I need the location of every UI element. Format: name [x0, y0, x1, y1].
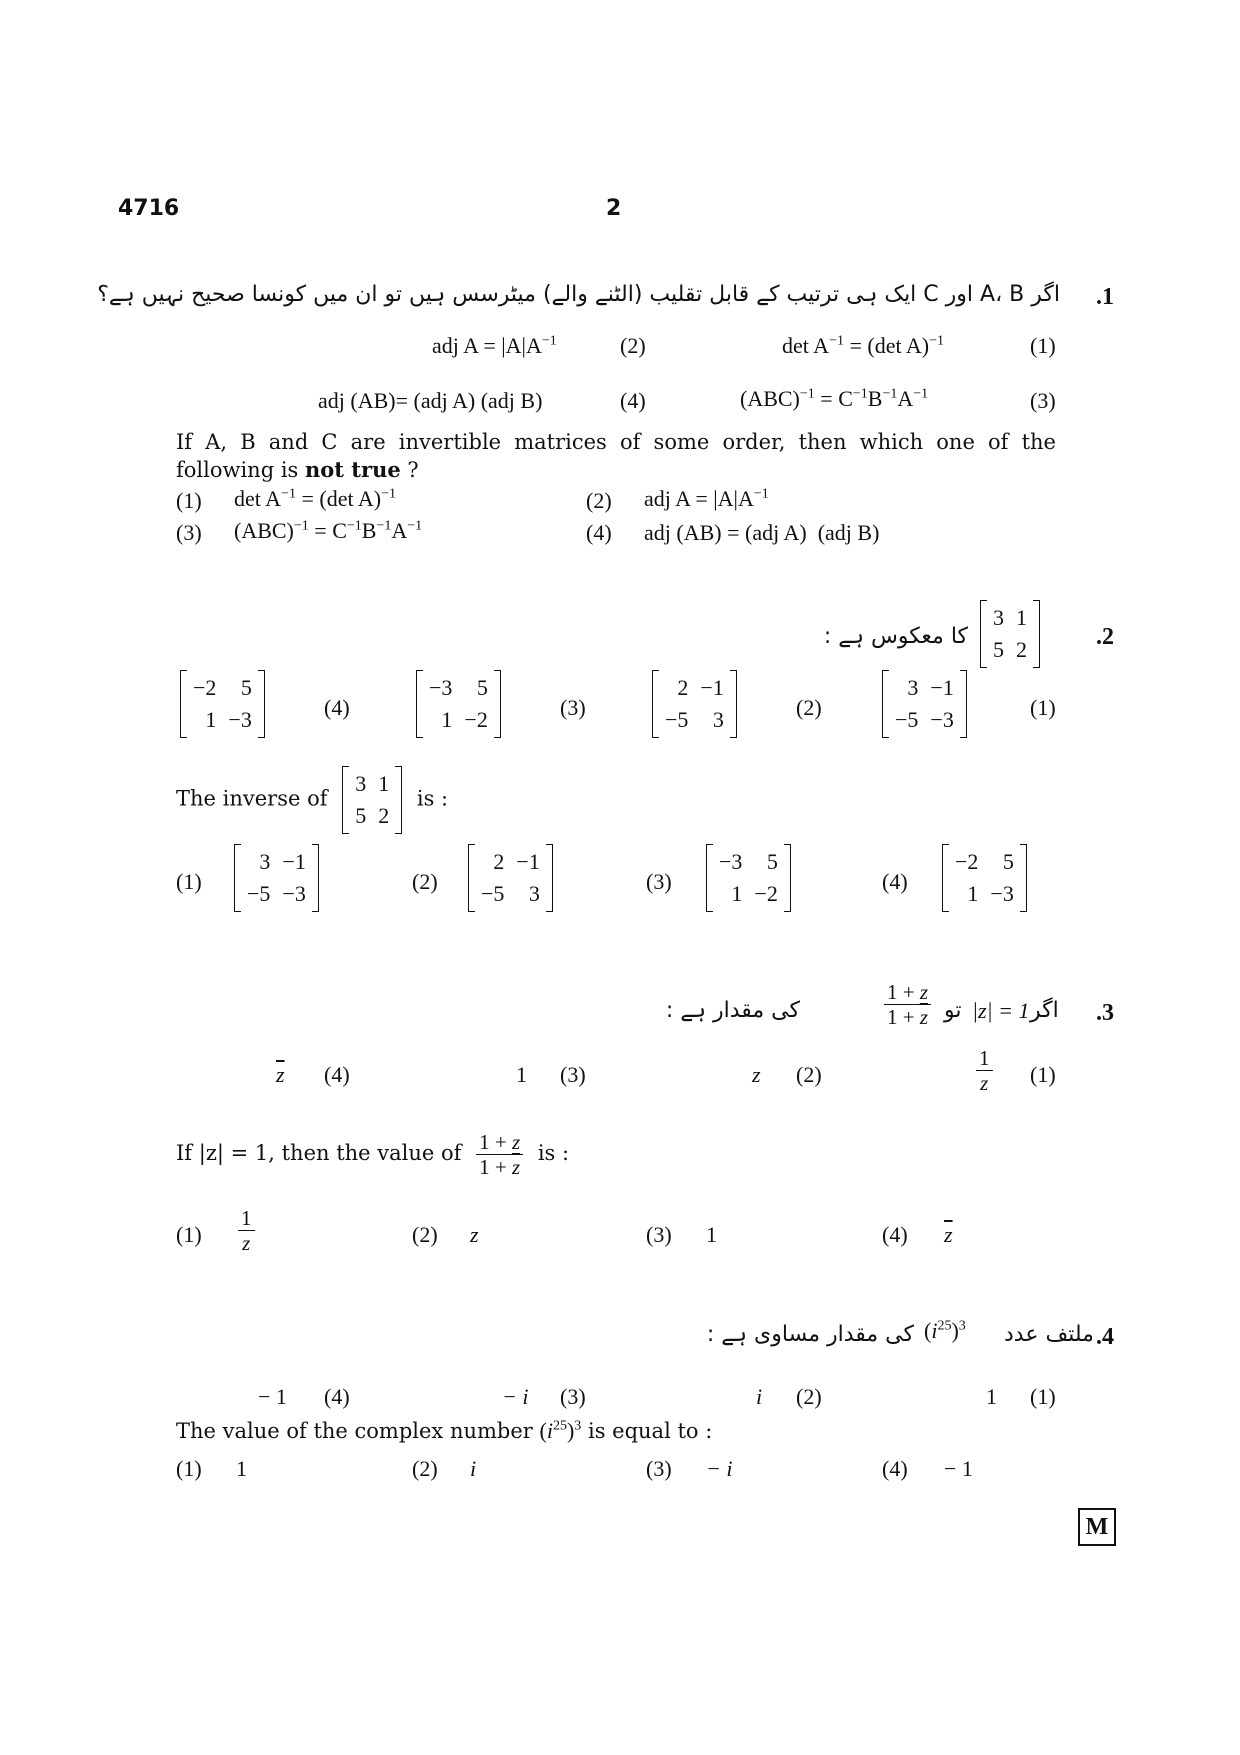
q4-en-opt4: − 1: [944, 1456, 973, 1481]
q2-en-opt4-label: (4): [882, 869, 908, 894]
q4-urdu-opt1-label: (1): [1030, 1384, 1056, 1409]
q1-urdu-opt3: $(ABC)^{-1} = C^{-1}B^{-1}A^{-1}$: [740, 386, 929, 411]
matrix-cell: −5: [665, 707, 689, 732]
q3-urdu-opt3-label: (3): [560, 1062, 586, 1087]
matrix-cell: −1: [516, 849, 540, 874]
q4-intro: The value of the complex number: [176, 1419, 533, 1443]
q3-urdu-opt4: $\overline{z}$: [276, 1062, 285, 1087]
matrix-cell: −5: [247, 881, 271, 906]
matrix-cell: 3: [355, 771, 367, 796]
q4-urdu-suffix: کی مقدار مساوی ہے :: [706, 1322, 914, 1347]
matrix-cell: −5: [481, 881, 505, 906]
matrix: [468, 844, 553, 912]
q4-urdu-opt3: − i: [502, 1384, 529, 1409]
medium-mark-box: M: [1078, 1508, 1116, 1546]
q3-urdu-mid: تو: [944, 998, 962, 1023]
matrix: [234, 844, 319, 912]
matrix-cell: 5: [1002, 849, 1014, 874]
q4-urdu-opt2: i: [756, 1384, 763, 1409]
matrix-cell: 5: [355, 803, 367, 828]
q4-en-opt4-label: (4): [882, 1456, 908, 1481]
q3-en-opt2: z: [470, 1222, 479, 1247]
matrix-cell: −3: [719, 849, 743, 874]
q3-urdu-opt1: $\frac{1}{z}$: [976, 1046, 993, 1095]
q1-urdu-opt1-label: (1): [1030, 333, 1056, 358]
matrix-cell: 3: [907, 675, 919, 700]
q2-urdu-opt2-matrix: [652, 670, 737, 738]
q4-en-opt2-label: (2): [412, 1456, 438, 1481]
matrix-cell: 2: [378, 803, 390, 828]
matrix-cell: −3: [228, 707, 252, 732]
q2-en-opt3-matrix: [706, 844, 791, 912]
q2-en-opt4-matrix: [942, 844, 1027, 912]
q4-urdu-opt1: 1: [986, 1384, 997, 1409]
q2-urdu-opt3-label: (3): [560, 695, 586, 720]
q1-en-opt4-label: (4): [586, 520, 612, 545]
q3-english-question: If |z| = 1, then the value of $\frac{1 + z}{1 + \overline{z}}$ is :: [176, 1130, 570, 1179]
matrix-cell: −2: [193, 675, 217, 700]
matrix-cell: 3: [259, 849, 271, 874]
matrix-cell: −1: [700, 675, 724, 700]
matrix: [652, 670, 737, 738]
matrix-cell: 2: [493, 849, 505, 874]
q3-urdu-suffix: کی مقدار ہے :: [665, 998, 800, 1023]
q1-english-question: If A, B and C are invertible matrices of some order, then which one of the following is not true ?: [176, 430, 1056, 482]
q1-urdu-opt4-label: (4): [620, 388, 646, 413]
q1-en-opt1-label: (1): [176, 488, 202, 513]
matrix: [706, 844, 791, 912]
q2-urdu-matrix: [980, 600, 1040, 668]
q4-en-opt3: − i: [706, 1456, 733, 1481]
matrix-cell: 2: [677, 675, 689, 700]
q4-urdu-prefix: ملتف عدد: [1004, 1322, 1094, 1347]
q1-en-opt4: adj (AB) = (adj A) (adj B): [644, 520, 880, 545]
matrix-cell: 1: [205, 707, 217, 732]
q2-intro: The inverse of: [176, 786, 328, 811]
q2-english-question: [176, 766, 448, 834]
matrix-cell: −5: [895, 707, 919, 732]
page-number: 2: [606, 196, 622, 221]
q2-tail: is :: [416, 786, 449, 811]
q2-urdu-text: کا معکوس ہے :: [823, 624, 968, 649]
q3-urdu-opt4-label: (4): [324, 1062, 350, 1087]
matrix-cell: −3: [930, 707, 954, 732]
q4-urdu-opt4-label: (4): [324, 1384, 350, 1409]
q2-urdu-opt1-label: (1): [1030, 695, 1056, 720]
q2-urdu-opt3-matrix: [416, 670, 501, 738]
q3-urdu-opt1-label: (1): [1030, 1062, 1056, 1087]
q2-en-opt3-label: (3): [646, 869, 672, 894]
q1-en-opt2: adj $A = |A|A^{-1}$: [644, 486, 769, 511]
matrix: [942, 844, 1027, 912]
q2-urdu-opt4-label: (4): [324, 695, 350, 720]
matrix-cell: 3: [528, 881, 540, 906]
q1-urdu-opt1: $\det A^{-1} = (\det$ A)$^{-1}$: [782, 333, 944, 358]
q2-urdu-opt1-matrix: [882, 670, 967, 738]
matrix-cell: 5: [476, 675, 488, 700]
matrix: [980, 600, 1040, 668]
matrix-cell: −2: [754, 881, 778, 906]
matrix-cell: 1: [731, 881, 743, 906]
q1-emphasis: not true: [305, 457, 401, 482]
q3-en-opt2-label: (2): [412, 1222, 438, 1247]
matrix-cell: −1: [282, 849, 306, 874]
q2-urdu-opt4-matrix: [180, 670, 265, 738]
q3-en-opt4: $\overline{z}$: [944, 1222, 953, 1247]
q3-en-opt1: $\frac{1}{z}$: [238, 1206, 255, 1255]
q3-urdu-opt2: z: [752, 1062, 761, 1087]
matrix-cell: 1: [967, 881, 979, 906]
matrix-cell: −3: [990, 881, 1014, 906]
q1-en-opt3: $(ABC)^{-1} = C^{-1}B^{-1}A^{-1}$: [234, 518, 423, 543]
q4-urdu-opt3-label: (3): [560, 1384, 586, 1409]
q4-en-opt1: 1: [236, 1456, 247, 1481]
matrix-cell: −2: [464, 707, 488, 732]
q4-urdu-opt4: − 1: [258, 1384, 287, 1409]
matrix-cell: 1: [441, 707, 453, 732]
q2-en-opt2-label: (2): [412, 869, 438, 894]
matrix-cell: 5: [240, 675, 252, 700]
q3-urdu-opt2-label: (2): [796, 1062, 822, 1087]
q3-urdu-prefix: اگر: [1030, 998, 1059, 1023]
q1-urdu-text: اگر A، B اور C ایک ہی ترتیب کے قابل تقلیب (الٹنے والے) میٹرسس ہیں تو ان میں کونسا صحیح نہیں ہے؟: [97, 282, 1060, 307]
matrix: [180, 670, 265, 738]
paper-code: 4716: [118, 196, 180, 221]
q1-urdu-opt4: adj (AB)= (adj A) (adj B): [318, 388, 543, 413]
matrix-cell: −2: [955, 849, 979, 874]
matrix-cell: 1: [378, 771, 390, 796]
q3-urdu-condition: |z| = 1: [972, 998, 1030, 1023]
q2-number: .2: [1096, 624, 1114, 650]
q1-urdu-opt3-label: (3): [1030, 388, 1056, 413]
q4-tail: is equal to :: [587, 1419, 713, 1443]
q4-en-opt2: i: [470, 1456, 477, 1481]
q4-english-question: The value of the complex number $(i^{25})^3$ is equal to :: [176, 1418, 713, 1443]
q1-en-opt3-label: (3): [176, 520, 202, 545]
q3-en-opt1-label: (1): [176, 1222, 202, 1247]
matrix-cell: −3: [429, 675, 453, 700]
q3-en-opt3-label: (3): [646, 1222, 672, 1247]
matrix: [416, 670, 501, 738]
q3-tail: is :: [537, 1141, 570, 1165]
q4-urdu-expression: $(i^{25})^3$: [924, 1318, 966, 1343]
matrix-cell: −1: [930, 675, 954, 700]
q3-urdu-fraction: $\frac{1 + z}{1 + \overline{z}}$: [884, 980, 931, 1029]
matrix: [882, 670, 967, 738]
q3-en-opt3: 1: [706, 1222, 717, 1247]
q4-urdu-opt2-label: (2): [796, 1384, 822, 1409]
q1-en-opt2-label: (2): [586, 488, 612, 513]
q1-number: .1: [1096, 284, 1114, 310]
q3-urdu-opt3: 1: [516, 1062, 527, 1087]
q2-en-opt1-label: (1): [176, 869, 202, 894]
matrix-cell: −3: [282, 881, 306, 906]
matrix-cell: 3: [993, 605, 1004, 630]
q2-en-opt1-matrix: [234, 844, 319, 912]
q3-intro: If |z| = 1, then the value of: [176, 1141, 462, 1165]
q4-number: .4: [1096, 1324, 1114, 1350]
matrix-cell: 3: [712, 707, 724, 732]
q1-urdu-opt2-label: (2): [620, 333, 646, 358]
q4-en-opt3-label: (3): [646, 1456, 672, 1481]
q1-en-opt1: $\det A^{-1} = (\det$ A)$^{-1}$: [234, 486, 396, 511]
q4-en-opt1-label: (1): [176, 1456, 202, 1481]
matrix-cell: 2: [1016, 637, 1027, 662]
matrix-cell: 1: [1016, 605, 1027, 630]
matrix-cell: 5: [993, 637, 1004, 662]
q3-en-opt4-label: (4): [882, 1222, 908, 1247]
q1-urdu-opt2: adj $A = |A|A^{-1}$: [432, 333, 557, 358]
matrix: [342, 766, 402, 834]
matrix-cell: 5: [766, 849, 778, 874]
q2-en-opt2-matrix: [468, 844, 553, 912]
q3-number: .3: [1096, 1000, 1114, 1026]
q2-urdu-opt2-label: (2): [796, 695, 822, 720]
